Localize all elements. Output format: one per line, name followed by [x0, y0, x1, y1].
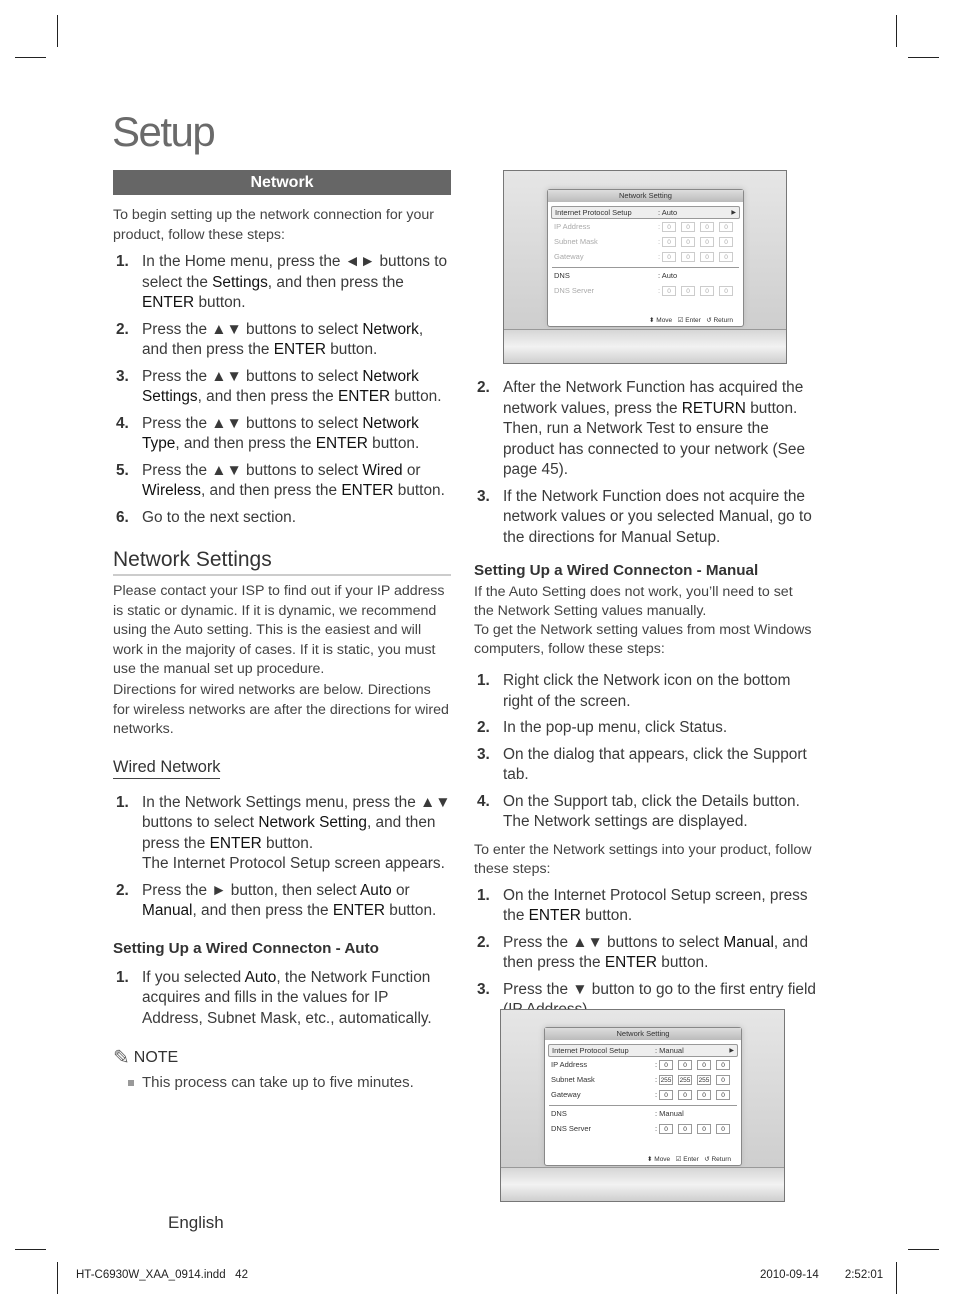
step-number: 1.	[116, 793, 129, 811]
move-hint: Move	[654, 1156, 671, 1163]
right-column	[474, 378, 816, 1027]
subnet-label: Subnet Mask	[551, 1075, 595, 1084]
ip-row: IP Address : 0 0 0 0	[548, 219, 743, 234]
return-hint: Return	[711, 1156, 731, 1163]
ips-label: Internet Protocol Setup	[552, 1046, 629, 1055]
step-text: Press the ▲▼ buttons to select Manual, and then press the ENTER button.	[503, 933, 809, 971]
step-number: 2.	[477, 933, 490, 951]
list-item	[474, 487, 816, 549]
wired-manual-heading: Setting Up a Wired Connecton - Manual	[474, 562, 759, 579]
note-text: This process can take up to five minutes.	[142, 1074, 414, 1092]
gateway-field[interactable]: 0	[659, 1090, 673, 1100]
subnet-label: Subnet Mask	[554, 237, 598, 246]
wired-auto-heading: Setting Up a Wired Connecton - Auto	[113, 939, 379, 957]
step-number: 2.	[116, 320, 129, 338]
footer-time: 2:52:01	[844, 1269, 884, 1281]
dns-server-field[interactable]: 0	[719, 286, 733, 296]
wired-manual-steps2	[474, 886, 816, 1021]
ips-label: Internet Protocol Setup	[555, 208, 632, 217]
network-steps	[113, 252, 451, 528]
dns-label: DNS	[554, 271, 570, 280]
footer-file-text: HT-C6930W_XAA_0914.indd 42	[76, 1269, 248, 1281]
network-settings-para1: Please contact your ISP to find out if your IP address is static or dynamic. If it is dynamic, we recommend using the Auto setting. This is the easiest and will work in the majority of cases. If it is static, you must use the manual set up procedure.	[113, 583, 445, 678]
dns-server-label: DNS Server	[554, 286, 595, 295]
footer-date: 2010-09-14	[760, 1269, 819, 1281]
ips-row[interactable]	[551, 206, 740, 219]
ip-label: IP Address	[554, 222, 591, 231]
return-icon: ↺	[706, 317, 712, 324]
panel-title: Network Setting	[548, 190, 743, 202]
crop-mark	[57, 15, 58, 47]
step-number: 3.	[477, 745, 490, 763]
network-setting-screen-auto	[503, 170, 787, 364]
step-number: 2.	[477, 379, 490, 396]
network-settings-para2: Directions for wired networks are below. Directions for wireless networks are after the directions for wired networks.	[113, 681, 449, 738]
crop-mark	[908, 57, 939, 58]
step-number: 5.	[116, 461, 129, 479]
subnet-field[interactable]: 0	[681, 237, 695, 247]
gateway-field[interactable]: 0	[681, 252, 695, 262]
ip-field[interactable]: 0	[719, 222, 733, 232]
enter-hint: Enter	[685, 317, 701, 324]
ips-value: : Manual	[655, 1046, 684, 1055]
dns-server-field[interactable]: 0	[659, 1124, 673, 1134]
wired-manual-steps	[474, 671, 816, 833]
dns-server-label: DNS Server	[551, 1124, 592, 1133]
step-text: Right click the Network icon on the bottom right of the screen.	[503, 672, 791, 710]
enter-icon: ☑	[675, 1156, 682, 1163]
step-text: If you selected Auto, the Network Function acquires and fills in the values for IP Address, Subnet Mask, etc., automatically.	[142, 968, 432, 1027]
enter-icon: ☑	[677, 317, 684, 324]
dns-server-field[interactable]: 0	[700, 286, 714, 296]
subnet-row: Subnet Mask : 255 255 255 0	[545, 1072, 741, 1087]
arrow-right-icon: ▶	[731, 210, 736, 216]
screen-bottom-strip	[501, 1167, 784, 1201]
subnet-field[interactable]: 255	[679, 1077, 691, 1084]
list-item	[474, 792, 816, 833]
ip-field[interactable]: 0	[716, 1060, 730, 1070]
wired-manual-para1: If the Auto Setting does not work, you’ll need to set the Network Setting values manually.	[474, 584, 793, 619]
panel-footer	[649, 316, 733, 324]
list-item	[113, 968, 451, 1030]
move-hint: Move	[656, 317, 673, 324]
note-item	[128, 1074, 451, 1091]
step-text: In the pop-up menu, click Status.	[503, 719, 728, 736]
step-number: 6.	[116, 508, 129, 526]
step-text: Press the ▲▼ buttons to select Network Type, and then press the ENTER button.	[142, 414, 420, 452]
arrow-right-icon: ▶	[729, 1048, 734, 1054]
dns-row[interactable]	[545, 1106, 741, 1121]
subnet-field[interactable]: 255	[660, 1077, 672, 1084]
ip-label: IP Address	[551, 1060, 588, 1069]
note-label: NOTE	[133, 1048, 179, 1066]
gateway-row: Gateway : 0 0 0 0	[548, 249, 743, 264]
gateway-field[interactable]: 0	[716, 1090, 730, 1100]
dns-server-field[interactable]: 0	[678, 1124, 692, 1134]
step-number: 1.	[477, 672, 490, 689]
left-column	[113, 170, 451, 1091]
footer-timestamp	[760, 1269, 883, 1281]
step-number: 1.	[116, 968, 129, 986]
ip-row: IP Address : 0 0 0 0	[545, 1057, 741, 1072]
screen-bottom-strip	[504, 329, 786, 363]
crop-mark	[896, 15, 897, 47]
network-section-bar: Network	[113, 170, 451, 195]
list-item	[113, 793, 451, 875]
gateway-field[interactable]: 0	[678, 1090, 692, 1100]
note-heading	[113, 1045, 451, 1070]
updown-icon: ⬍	[647, 1156, 653, 1163]
ip-field[interactable]: 0	[662, 222, 676, 232]
enter-hint: Enter	[683, 1156, 699, 1163]
updown-icon: ⬍	[649, 317, 655, 324]
ip-field[interactable]: 0	[678, 1060, 692, 1070]
step-number: 4.	[116, 414, 129, 432]
gateway-field[interactable]: 0	[662, 252, 676, 262]
gateway-field[interactable]: 0	[719, 252, 733, 262]
dns-value: : Auto	[658, 271, 678, 280]
gateway-label: Gateway	[554, 252, 584, 261]
network-settings-heading: Network Settings	[113, 548, 451, 576]
list-item	[113, 320, 451, 361]
step-number: 3.	[477, 487, 490, 505]
footer-language: English	[168, 1213, 224, 1232]
list-item	[113, 367, 451, 408]
subnet-row: Subnet Mask : 0 0 0 0	[548, 234, 743, 249]
dns-server-row: DNS Server : 0 0 0 0	[548, 283, 743, 298]
subnet-field[interactable]: 0	[716, 1075, 730, 1085]
subnet-field[interactable]: 255	[698, 1077, 710, 1084]
step-number: 2.	[477, 719, 490, 736]
step-text: If the Network Function does not acquire the network values or you selected Manual, go to the directions for Manual Setup.	[503, 487, 812, 546]
dns-server-field[interactable]: 0	[681, 286, 695, 296]
step-text: On the dialog that appears, click the Support tab.	[503, 745, 807, 783]
subnet-field[interactable]: 0	[662, 237, 676, 247]
list-item	[474, 745, 816, 786]
ips-value: : Auto	[658, 208, 678, 217]
dns-server-field[interactable]: 0	[716, 1124, 730, 1134]
return-icon: ↺	[704, 1156, 710, 1163]
dns-server-field[interactable]: 0	[662, 286, 676, 296]
subnet-field[interactable]: 0	[719, 237, 733, 247]
wired-auto-steps	[113, 968, 451, 1030]
step-number: 2.	[116, 881, 129, 899]
step-number: 3.	[477, 980, 490, 998]
crop-mark	[15, 1249, 46, 1250]
page-title: Setup	[112, 108, 215, 155]
step-number: 4.	[477, 792, 490, 810]
gateway-label: Gateway	[551, 1090, 581, 1099]
step-number: 1.	[116, 253, 129, 270]
list-item	[113, 252, 451, 314]
network-setting-panel	[547, 189, 744, 327]
network-setting-screen-manual	[500, 1009, 785, 1202]
step-number: 1.	[477, 886, 490, 904]
step-text: On the Internet Protocol Setup screen, press the ENTER button.	[503, 886, 808, 924]
wired-network-heading: Wired Network	[113, 758, 220, 779]
step-text: In the Network Settings menu, press the ▲▼ buttons to select Network Setting, and then press the ENTER button. The Internet Protocol Setup screen appears.	[142, 793, 451, 873]
list-item	[113, 461, 451, 502]
step-text: Press the ▲▼ buttons to select Network Settings, and then press the ENTER button.	[142, 367, 442, 405]
dns-server-field[interactable]: 0	[697, 1124, 711, 1134]
ip-field[interactable]: 0	[681, 222, 695, 232]
list-item	[113, 881, 451, 922]
step-text: In the Home menu, press the ◄► buttons to select the Settings, and then press the ENTER button.	[142, 253, 448, 311]
list-item	[474, 886, 816, 927]
step-text: Go to the next section.	[142, 508, 296, 526]
panel-title: Network Setting	[545, 1028, 741, 1040]
step-text: Press the ► button, then select Auto or Manual, and then press the ENTER button.	[142, 881, 437, 920]
crop-mark	[896, 1262, 897, 1294]
gateway-row: Gateway : 0 0 0 0	[545, 1087, 741, 1102]
panel-footer	[647, 1155, 731, 1163]
crop-mark	[57, 1262, 58, 1294]
crop-mark	[15, 57, 46, 58]
list-item	[474, 933, 816, 974]
network-setting-panel	[544, 1027, 742, 1166]
list-item	[113, 508, 451, 529]
subnet-field[interactable]: 0	[700, 237, 714, 247]
gateway-field[interactable]: 0	[697, 1090, 711, 1100]
step-text: Press the ▼ button to go to the first entry field	[503, 980, 816, 998]
step-text: On the Support tab, click the Details button. The Network settings are displayed.	[503, 792, 800, 830]
step-number: 3.	[116, 367, 129, 385]
ip-field[interactable]: 0	[700, 222, 714, 232]
dns-row[interactable]	[548, 268, 743, 283]
dns-server-row: DNS Server : 0 0 0 0	[545, 1121, 741, 1136]
step-text: Press the ▲▼ buttons to select Network, and then press the ENTER button.	[142, 320, 424, 358]
step-text: Press the ▲▼ buttons to select Wired or Wireless, and then press the ENTER button.	[142, 461, 445, 499]
network-intro: To begin setting up the network connection for your product, follow these steps:	[113, 207, 434, 243]
crop-mark	[908, 1249, 939, 1250]
gateway-field[interactable]: 0	[700, 252, 714, 262]
ip-field[interactable]: 0	[697, 1060, 711, 1070]
right-steps	[474, 378, 816, 548]
dns-value: : Manual	[655, 1109, 684, 1118]
dns-label: DNS	[551, 1109, 567, 1118]
list-item	[474, 671, 816, 712]
ip-field[interactable]: 0	[659, 1060, 673, 1070]
pencil-icon: ✎	[113, 1047, 130, 1070]
wired-manual-para3: To enter the Network settings into your product, follow these steps:	[474, 841, 812, 877]
return-hint: Return	[713, 317, 733, 324]
footer-file	[76, 1269, 248, 1281]
wired-network-steps	[113, 793, 451, 922]
list-item	[474, 718, 816, 739]
square-bullet-icon	[128, 1080, 134, 1086]
list-item	[474, 378, 816, 481]
wired-manual-para2: To get the Network setting values from most Windows computers, follow these steps:	[474, 622, 812, 657]
list-item	[113, 414, 451, 455]
step-text: After the Network Function has acquired the network values, press the RETURN button. Then, run a Network Test to ensure the product has connected to your network (See page 45).	[503, 379, 806, 478]
ips-row[interactable]	[548, 1044, 738, 1057]
